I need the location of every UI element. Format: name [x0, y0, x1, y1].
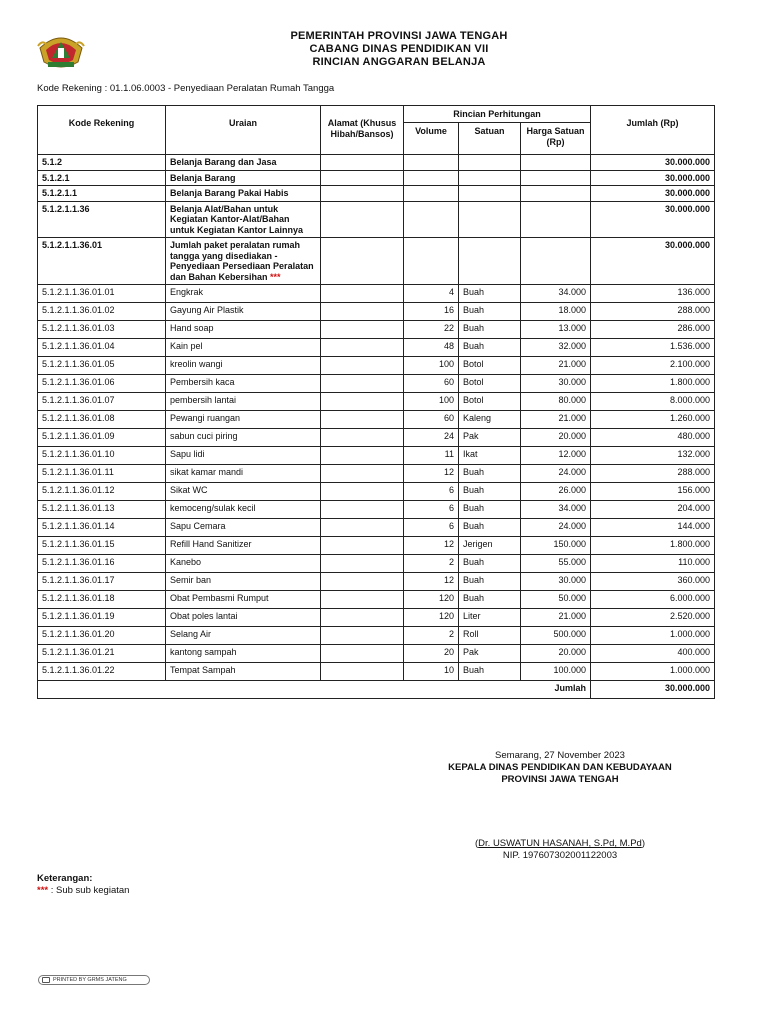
row-uraian-text: Belanja Barang Pakai Habis — [170, 188, 289, 198]
row-alamat — [321, 645, 404, 663]
name-open-paren: ( — [475, 838, 479, 849]
row-uraian: Obat poles lantai — [166, 609, 321, 627]
row-alamat — [321, 537, 404, 555]
row-uraian-text: Belanja Barang dan Jasa — [170, 157, 277, 167]
row-jumlah: 400.000 — [591, 645, 715, 663]
row-uraian — [166, 170, 321, 186]
row-volume: 12 — [404, 465, 459, 483]
row-volume: 2 — [404, 627, 459, 645]
row-volume: 120 — [404, 591, 459, 609]
row-uraian: kantong sampah — [166, 645, 321, 663]
sub-sub-kegiatan-marker: *** — [270, 271, 281, 282]
row-volume — [404, 238, 459, 285]
kode-rekening-line: Kode Rekening : 01.1.06.0003 - Penyediaan Peralatan Rumah Tangga — [37, 83, 335, 94]
row-satuan: Buah — [459, 519, 521, 537]
row-uraian: Sapu Cemara — [166, 519, 321, 537]
row-uraian: kemoceng/sulak kecil — [166, 501, 321, 519]
row-harga: 13.000 — [521, 321, 591, 339]
row-alamat — [321, 447, 404, 465]
row-harga — [521, 201, 591, 238]
row-uraian: Pembersih kaca — [166, 375, 321, 393]
row-volume: 12 — [404, 537, 459, 555]
table-row — [38, 411, 715, 429]
total-label: Jumlah — [38, 681, 591, 699]
row-volume: 6 — [404, 519, 459, 537]
col-header-jumlah: Jumlah (Rp) — [591, 106, 715, 155]
row-volume: 10 — [404, 663, 459, 681]
row-uraian: Sapu lidi — [166, 447, 321, 465]
row-kode: 5.1.2.1.1.36.01.22 — [38, 663, 166, 681]
table-row — [38, 321, 715, 339]
summary-row — [38, 238, 715, 285]
keterangan-block — [37, 873, 129, 897]
row-uraian: Sikat WC — [166, 483, 321, 501]
row-kode: 5.1.2.1.1.36.01.05 — [38, 357, 166, 375]
row-kode: 5.1.2.1.1.36.01.11 — [38, 465, 166, 483]
row-kode: 5.1.2.1.1.36.01.04 — [38, 339, 166, 357]
row-harga: 20.000 — [521, 645, 591, 663]
table-row — [38, 303, 715, 321]
row-jumlah: 1.536.000 — [591, 339, 715, 357]
row-alamat — [321, 375, 404, 393]
row-volume: 6 — [404, 501, 459, 519]
row-uraian: Selang Air — [166, 627, 321, 645]
row-kode: 5.1.2.1.1.36.01.08 — [38, 411, 166, 429]
table-row — [38, 609, 715, 627]
row-kode: 5.1.2.1.1.36.01.18 — [38, 591, 166, 609]
row-satuan: Buah — [459, 321, 521, 339]
col-header-volume: Volume — [404, 123, 459, 155]
row-uraian — [166, 201, 321, 238]
summary-row — [38, 170, 715, 186]
row-uraian: Hand soap — [166, 321, 321, 339]
row-harga: 21.000 — [521, 609, 591, 627]
row-alamat — [321, 357, 404, 375]
row-satuan: Pak — [459, 429, 521, 447]
header-line-1: PEMERINTAH PROVINSI JAWA TENGAH — [290, 30, 508, 42]
row-harga: 24.000 — [521, 519, 591, 537]
signature-name-block — [420, 838, 700, 862]
row-harga: 34.000 — [521, 501, 591, 519]
row-satuan: Pak — [459, 645, 521, 663]
total-value: 30.000.000 — [591, 681, 715, 699]
row-satuan — [459, 201, 521, 238]
row-uraian: Pewangi ruangan — [166, 411, 321, 429]
row-harga: 34.000 — [521, 285, 591, 303]
row-kode: 5.1.2.1.1.36.01.10 — [38, 447, 166, 465]
row-harga: 30.000 — [521, 573, 591, 591]
row-uraian: Semir ban — [166, 573, 321, 591]
row-harga: 80.000 — [521, 393, 591, 411]
row-jumlah: 1.000.000 — [591, 663, 715, 681]
row-kode: 5.1.2.1.1.36.01.09 — [38, 429, 166, 447]
row-satuan: Liter — [459, 609, 521, 627]
row-satuan: Jerigen — [459, 537, 521, 555]
row-volume: 24 — [404, 429, 459, 447]
header-line-2: CABANG DINAS PENDIDIKAN VII — [309, 43, 489, 55]
row-volume: 2 — [404, 555, 459, 573]
row-kode: 5.1.2.1.1.36.01.17 — [38, 573, 166, 591]
row-jumlah: 30.000.000 — [591, 238, 715, 285]
document-header — [0, 30, 768, 69]
row-kode: 5.1.2.1.1.36 — [38, 201, 166, 238]
row-uraian: sabun cuci piring — [166, 429, 321, 447]
col-header-harga: Harga Satuan (Rp) — [521, 123, 591, 155]
row-jumlah: 204.000 — [591, 501, 715, 519]
row-alamat — [321, 465, 404, 483]
signature-title-2: PROVINSI JAWA TENGAH — [501, 774, 619, 785]
table-row — [38, 537, 715, 555]
row-harga: 500.000 — [521, 627, 591, 645]
col-header-alamat: Alamat (Khusus Hibah/Bansos) — [321, 106, 404, 155]
table-row — [38, 375, 715, 393]
row-satuan: Botol — [459, 393, 521, 411]
row-alamat — [321, 155, 404, 171]
row-harga: 21.000 — [521, 357, 591, 375]
row-volume: 100 — [404, 393, 459, 411]
row-satuan: Buah — [459, 591, 521, 609]
name-close-paren: ) — [641, 838, 645, 849]
row-jumlah: 288.000 — [591, 465, 715, 483]
row-satuan: Buah — [459, 663, 521, 681]
row-alamat — [321, 411, 404, 429]
row-jumlah: 8.000.000 — [591, 393, 715, 411]
row-satuan: Ikat — [459, 447, 521, 465]
row-jumlah: 136.000 — [591, 285, 715, 303]
row-volume: 20 — [404, 645, 459, 663]
row-volume — [404, 201, 459, 238]
table-row — [38, 591, 715, 609]
row-kode: 5.1.2.1.1.36.01.16 — [38, 555, 166, 573]
row-kode: 5.1.2.1.1.36.01.01 — [38, 285, 166, 303]
row-jumlah: 110.000 — [591, 555, 715, 573]
row-uraian — [166, 238, 321, 285]
row-satuan: Roll — [459, 627, 521, 645]
row-kode: 5.1.2.1.1.36.01.02 — [38, 303, 166, 321]
row-alamat — [321, 339, 404, 357]
row-harga — [521, 238, 591, 285]
row-uraian: Obat Pembasmi Rumput — [166, 591, 321, 609]
row-satuan: Buah — [459, 465, 521, 483]
row-satuan: Buah — [459, 483, 521, 501]
row-jumlah: 6.000.000 — [591, 591, 715, 609]
row-kode: 5.1.2.1.1.36.01.14 — [38, 519, 166, 537]
row-jumlah: 30.000.000 — [591, 201, 715, 238]
table-row — [38, 357, 715, 375]
row-harga: 50.000 — [521, 591, 591, 609]
row-uraian — [166, 186, 321, 202]
row-harga — [521, 186, 591, 202]
row-harga: 32.000 — [521, 339, 591, 357]
row-alamat — [321, 186, 404, 202]
row-kode: 5.1.2.1.1.36.01.07 — [38, 393, 166, 411]
row-harga: 150.000 — [521, 537, 591, 555]
row-alamat — [321, 609, 404, 627]
row-alamat — [321, 663, 404, 681]
row-kode: 5.1.2.1.1.36.01.15 — [38, 537, 166, 555]
row-jumlah: 2.100.000 — [591, 357, 715, 375]
row-harga: 20.000 — [521, 429, 591, 447]
row-satuan — [459, 155, 521, 171]
signatory-name: Dr. USWATUN HASANAH, S.Pd, M.Pd — [478, 838, 642, 849]
row-satuan — [459, 238, 521, 285]
table-row — [38, 573, 715, 591]
row-jumlah: 144.000 — [591, 519, 715, 537]
table-row — [38, 483, 715, 501]
row-uraian: Refill Hand Sanitizer — [166, 537, 321, 555]
row-volume: 11 — [404, 447, 459, 465]
row-alamat — [321, 321, 404, 339]
row-volume: 60 — [404, 411, 459, 429]
col-header-satuan: Satuan — [459, 123, 521, 155]
table-row — [38, 339, 715, 357]
table-row — [38, 519, 715, 537]
row-harga — [521, 170, 591, 186]
row-jumlah: 360.000 — [591, 573, 715, 591]
row-satuan: Kaleng — [459, 411, 521, 429]
row-alamat — [321, 393, 404, 411]
col-header-rincian: Rincian Perhitungan — [404, 106, 591, 123]
row-kode: 5.1.2.1.1.36.01.13 — [38, 501, 166, 519]
total-row — [38, 681, 715, 699]
row-alamat — [321, 573, 404, 591]
row-alamat — [321, 519, 404, 537]
row-volume: 100 — [404, 357, 459, 375]
row-volume: 16 — [404, 303, 459, 321]
row-volume: 6 — [404, 483, 459, 501]
row-uraian-text: Jumlah paket peralatan rumah tangga yang disediakan - Penyediaan Persediaan Peralatan dan Bahan Kebersihan — [170, 240, 314, 282]
table-body — [38, 155, 715, 699]
row-satuan: Botol — [459, 375, 521, 393]
row-alamat — [321, 285, 404, 303]
row-uraian-text: Belanja Barang — [170, 172, 236, 183]
row-satuan: Buah — [459, 339, 521, 357]
row-jumlah: 132.000 — [591, 447, 715, 465]
row-uraian: sikat kamar mandi — [166, 465, 321, 483]
table-row — [38, 429, 715, 447]
row-volume: 60 — [404, 375, 459, 393]
row-uraian: Kanebo — [166, 555, 321, 573]
header-line-3: RINCIAN ANGGARAN BELANJA — [312, 56, 486, 68]
row-jumlah: 2.520.000 — [591, 609, 715, 627]
row-uraian: kreolin wangi — [166, 357, 321, 375]
table-row — [38, 627, 715, 645]
row-alamat — [321, 303, 404, 321]
row-volume: 22 — [404, 321, 459, 339]
row-jumlah: 30.000.000 — [591, 186, 715, 202]
signature-title-1: KEPALA DINAS PENDIDIKAN DAN KEBUDAYAAN — [448, 762, 672, 773]
row-jumlah: 1.000.000 — [591, 627, 715, 645]
row-harga: 26.000 — [521, 483, 591, 501]
row-alamat — [321, 627, 404, 645]
row-alamat — [321, 501, 404, 519]
row-jumlah: 1.800.000 — [591, 537, 715, 555]
table-row — [38, 285, 715, 303]
row-satuan: Buah — [459, 573, 521, 591]
row-uraian: Engkrak — [166, 285, 321, 303]
row-volume: 48 — [404, 339, 459, 357]
row-satuan — [459, 186, 521, 202]
row-kode: 5.1.2.1.1.36.01.06 — [38, 375, 166, 393]
row-kode: 5.1.2.1.1.36.01.19 — [38, 609, 166, 627]
row-volume — [404, 170, 459, 186]
row-alamat — [321, 238, 404, 285]
signature-block — [420, 750, 700, 786]
row-harga — [521, 155, 591, 171]
row-alamat — [321, 170, 404, 186]
row-satuan: Botol — [459, 357, 521, 375]
row-volume — [404, 186, 459, 202]
row-alamat — [321, 591, 404, 609]
row-harga: 100.000 — [521, 663, 591, 681]
table-row — [38, 447, 715, 465]
row-alamat — [321, 555, 404, 573]
row-volume: 120 — [404, 609, 459, 627]
row-harga: 30.000 — [521, 375, 591, 393]
row-satuan — [459, 170, 521, 186]
row-harga: 24.000 — [521, 465, 591, 483]
row-jumlah: 156.000 — [591, 483, 715, 501]
row-kode: 5.1.2.1.1.36.01.03 — [38, 321, 166, 339]
col-header-kode: Kode Rekening — [38, 106, 166, 155]
printed-by-badge — [38, 975, 150, 985]
row-uraian — [166, 155, 321, 171]
table-row — [38, 663, 715, 681]
summary-row — [38, 155, 715, 171]
keterangan-text: : Sub sub kegiatan — [48, 885, 130, 896]
summary-row — [38, 186, 715, 202]
table-row — [38, 645, 715, 663]
row-volume: 4 — [404, 285, 459, 303]
row-jumlah: 1.260.000 — [591, 411, 715, 429]
row-harga: 55.000 — [521, 555, 591, 573]
table-row — [38, 501, 715, 519]
printed-by-text: PRINTED BY GRMS JATENG — [53, 977, 127, 983]
row-jumlah: 480.000 — [591, 429, 715, 447]
row-satuan: Buah — [459, 501, 521, 519]
row-kode: 5.1.2.1.1.36.01.20 — [38, 627, 166, 645]
row-alamat — [321, 201, 404, 238]
row-harga: 12.000 — [521, 447, 591, 465]
summary-row — [38, 201, 715, 238]
row-alamat — [321, 483, 404, 501]
table-row — [38, 555, 715, 573]
row-kode: 5.1.2 — [38, 155, 166, 171]
row-volume: 12 — [404, 573, 459, 591]
table-row — [38, 465, 715, 483]
row-jumlah: 30.000.000 — [591, 155, 715, 171]
row-harga: 18.000 — [521, 303, 591, 321]
row-uraian: Kain pel — [166, 339, 321, 357]
row-uraian: Gayung Air Plastik — [166, 303, 321, 321]
row-uraian: Tempat Sampah — [166, 663, 321, 681]
col-header-uraian: Uraian — [166, 106, 321, 155]
row-jumlah: 288.000 — [591, 303, 715, 321]
row-jumlah: 1.800.000 — [591, 375, 715, 393]
row-kode: 5.1.2.1 — [38, 170, 166, 186]
rincian-anggaran-table — [37, 105, 715, 699]
row-satuan: Buah — [459, 285, 521, 303]
row-volume — [404, 155, 459, 171]
row-alamat — [321, 429, 404, 447]
row-jumlah: 30.000.000 — [591, 170, 715, 186]
table-row — [38, 393, 715, 411]
row-uraian-text: Belanja Alat/Bahan untuk Kegiatan Kantor-Alat/Bahan untuk Kegiatan Kantor Lainnya — [170, 203, 304, 235]
row-satuan: Buah — [459, 303, 521, 321]
row-satuan: Buah — [459, 555, 521, 573]
keterangan-title: Keterangan: — [37, 873, 93, 884]
keterangan-stars: *** — [37, 885, 49, 896]
row-kode: 5.1.2.1.1 — [38, 186, 166, 202]
row-kode: 5.1.2.1.1.36.01.12 — [38, 483, 166, 501]
row-uraian: pembersih lantai — [166, 393, 321, 411]
row-kode: 5.1.2.1.1.36.01 — [38, 238, 166, 285]
row-jumlah: 286.000 — [591, 321, 715, 339]
printer-icon — [42, 977, 50, 983]
row-harga: 21.000 — [521, 411, 591, 429]
signatory-nip: NIP. 197607302001122003 — [502, 850, 618, 861]
row-kode: 5.1.2.1.1.36.01.21 — [38, 645, 166, 663]
signature-place-date: Semarang, 27 November 2023 — [495, 750, 625, 761]
